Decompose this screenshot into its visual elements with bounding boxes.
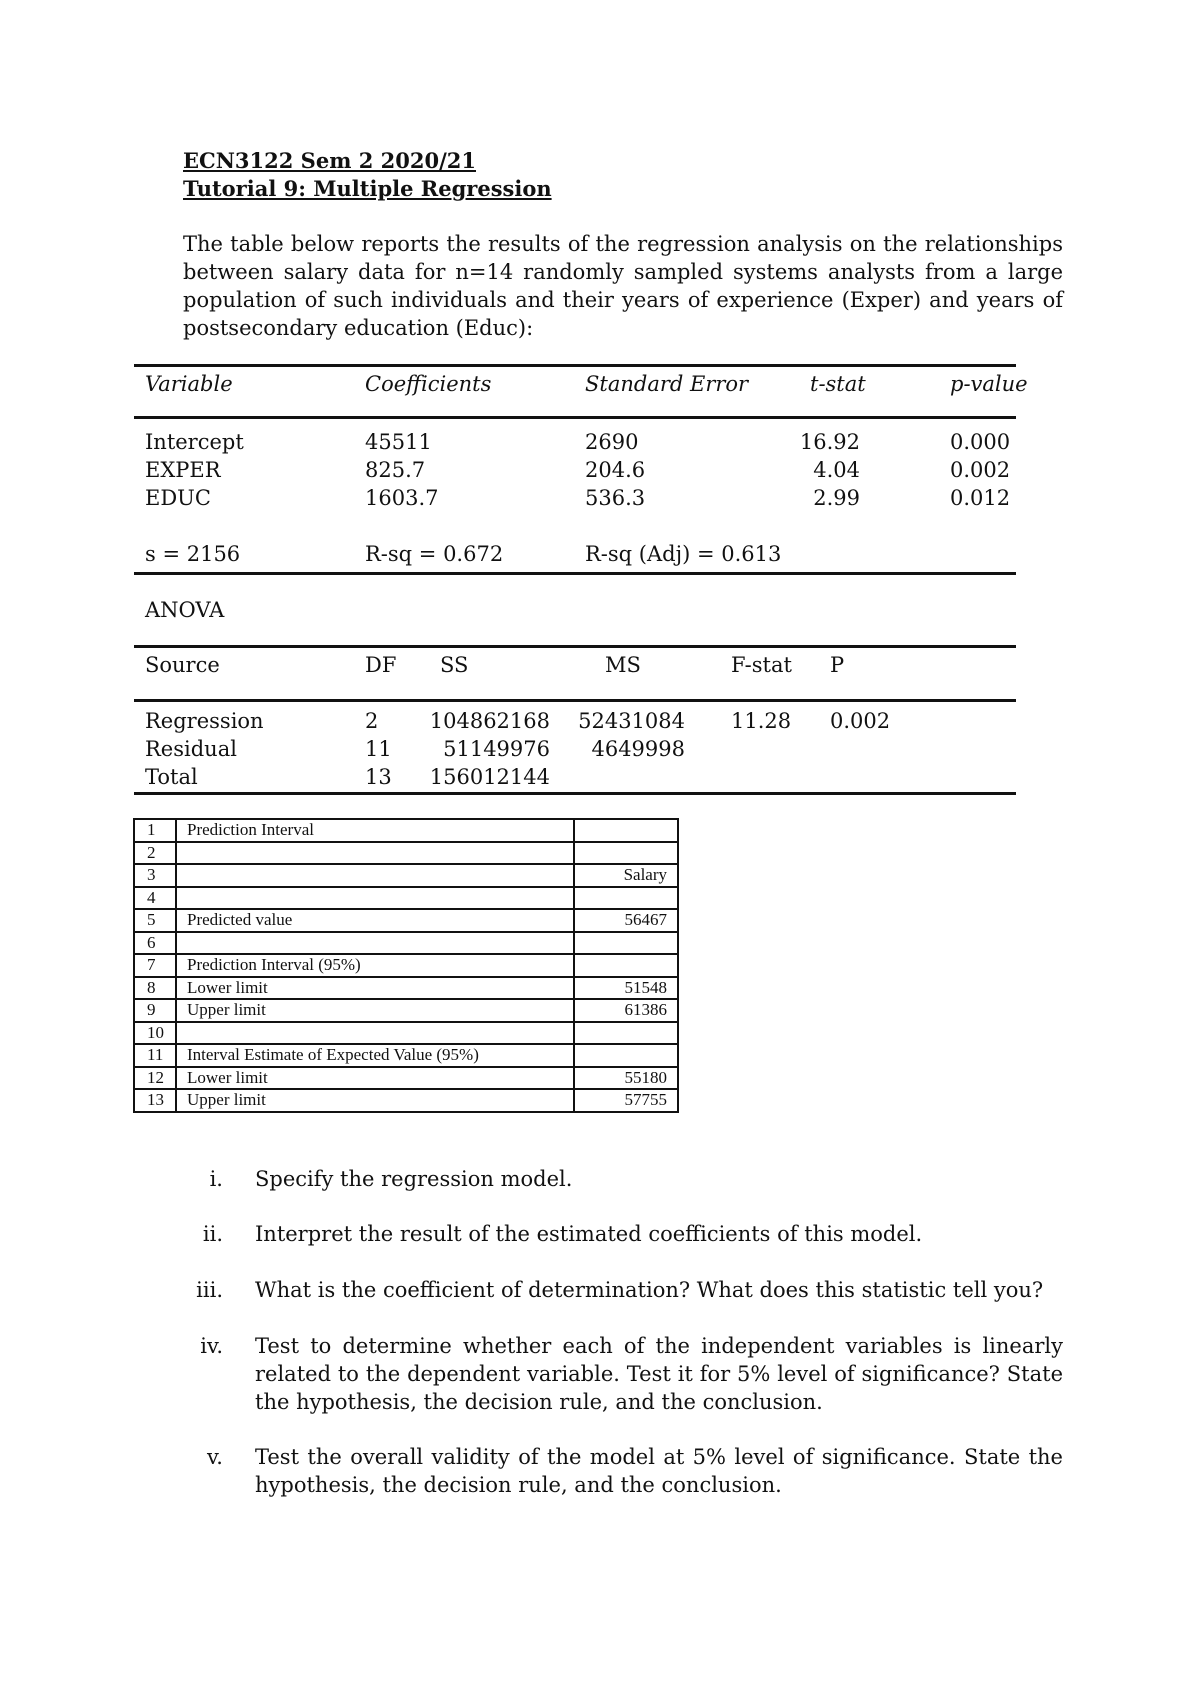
anova-header-f-stat: F-stat bbox=[731, 653, 792, 677]
df-cell: 11 bbox=[365, 737, 392, 761]
anova-header-rule bbox=[134, 699, 1016, 702]
pi-row-number: 10 bbox=[134, 1022, 176, 1045]
pi-row bbox=[134, 864, 678, 887]
pi-row-number: 1 bbox=[134, 819, 176, 842]
pi-row bbox=[134, 932, 678, 955]
pi-row-value bbox=[574, 887, 678, 910]
pi-row-value bbox=[574, 1022, 678, 1045]
coef-cell: 45511 bbox=[365, 430, 432, 454]
pi-row-number: 11 bbox=[134, 1044, 176, 1067]
p-cell: 0.012 bbox=[950, 486, 1011, 510]
col-header-p-value: p-value bbox=[950, 372, 1028, 396]
df-cell: 13 bbox=[365, 765, 392, 789]
pi-row-label: Lower limit bbox=[176, 977, 574, 1000]
pi-row bbox=[134, 999, 678, 1022]
anova-bottom-rule bbox=[134, 792, 1016, 795]
tutorial-title: Tutorial 9: Multiple Regression bbox=[183, 176, 552, 201]
coef-cell: 825.7 bbox=[365, 458, 426, 482]
question-text: Test the overall validity of the model at 5% level of significance. State the hypothesis, the decision rule, and the conclusion. bbox=[255, 1445, 1063, 1497]
pi-row-value bbox=[574, 842, 678, 865]
r-squared-adjusted: R-sq (Adj) = 0.613 bbox=[585, 542, 782, 566]
pi-row-number: 7 bbox=[134, 954, 176, 977]
anova-header-ms: MS bbox=[605, 653, 641, 677]
pi-row bbox=[134, 1044, 678, 1067]
col-header-t-stat: t-stat bbox=[810, 372, 866, 396]
pi-row-number: 4 bbox=[134, 887, 176, 910]
pi-row bbox=[134, 909, 678, 932]
pi-row-value bbox=[574, 819, 678, 842]
pi-row-label bbox=[176, 887, 574, 910]
pi-row bbox=[134, 1089, 678, 1112]
pi-row-value: 56467 bbox=[574, 909, 678, 932]
pi-row-value: 61386 bbox=[574, 999, 678, 1022]
pi-row-label: Predicted value bbox=[176, 909, 574, 932]
question-text: Interpret the result of the estimated coefficients of this model. bbox=[255, 1222, 923, 1246]
pi-row-number: 12 bbox=[134, 1067, 176, 1090]
pi-row-label bbox=[176, 1022, 574, 1045]
col-header-coefficients: Coefficients bbox=[365, 372, 492, 396]
p-cell: 0.000 bbox=[950, 430, 1011, 454]
coef-cell: 1603.7 bbox=[365, 486, 439, 510]
anova-header-df: DF bbox=[365, 653, 397, 677]
prediction-interval-table bbox=[133, 818, 679, 1113]
pi-row-label: Upper limit bbox=[176, 1089, 574, 1112]
question-number: ii. bbox=[202, 1222, 223, 1246]
r-squared: R-sq = 0.672 bbox=[365, 542, 504, 566]
anova-top-rule bbox=[134, 645, 1016, 648]
pi-row bbox=[134, 819, 678, 842]
pi-row-number: 2 bbox=[134, 842, 176, 865]
pi-row-value bbox=[574, 1044, 678, 1067]
pi-row-number: 9 bbox=[134, 999, 176, 1022]
pi-row-label: Prediction Interval (95%) bbox=[176, 954, 574, 977]
pi-row-value: 51548 bbox=[574, 977, 678, 1000]
pi-row-value: Salary bbox=[574, 864, 678, 887]
source-cell: Regression bbox=[145, 709, 264, 733]
pi-row-number: 8 bbox=[134, 977, 176, 1000]
pi-row-value bbox=[574, 954, 678, 977]
question-number: i. bbox=[209, 1167, 223, 1191]
ms-cell: 52431084 bbox=[578, 709, 685, 733]
question-number: v. bbox=[206, 1445, 223, 1469]
t-cell: 16.92 bbox=[799, 430, 860, 454]
pi-row-number: 5 bbox=[134, 909, 176, 932]
pi-row bbox=[134, 1067, 678, 1090]
pi-row-value: 57755 bbox=[574, 1089, 678, 1112]
col-header-variable: Variable bbox=[145, 372, 233, 396]
df-cell: 2 bbox=[365, 709, 379, 733]
pi-row-number: 13 bbox=[134, 1089, 176, 1112]
col-header-standard-error: Standard Error bbox=[585, 372, 749, 396]
pi-row-label: Lower limit bbox=[176, 1067, 574, 1090]
source-cell: Residual bbox=[145, 737, 237, 761]
t-cell: 4.04 bbox=[813, 458, 860, 482]
question-number: iii. bbox=[196, 1278, 223, 1302]
pi-row bbox=[134, 1022, 678, 1045]
anova-header-p: P bbox=[830, 653, 845, 677]
ss-cell: 104862168 bbox=[429, 709, 550, 733]
pi-row bbox=[134, 977, 678, 1000]
pi-row bbox=[134, 954, 678, 977]
variable-cell: EXPER bbox=[145, 458, 221, 482]
pi-row-label bbox=[176, 842, 574, 865]
table-top-rule bbox=[134, 364, 1016, 367]
anova-header-source: Source bbox=[145, 653, 220, 677]
se-cell: 2690 bbox=[585, 430, 639, 454]
question-text: Specify the regression model. bbox=[255, 1167, 573, 1191]
p-cell: 0.002 bbox=[830, 709, 891, 733]
pi-row-number: 3 bbox=[134, 864, 176, 887]
pi-row bbox=[134, 887, 678, 910]
pi-row-number: 6 bbox=[134, 932, 176, 955]
pi-row-label: Prediction Interval bbox=[176, 819, 574, 842]
f-cell: 11.28 bbox=[731, 709, 792, 733]
source-cell: Total bbox=[145, 765, 198, 789]
table-bottom-rule bbox=[134, 572, 1016, 575]
pi-row-label: Interval Estimate of Expected Value (95%) bbox=[176, 1044, 574, 1067]
std-error-estimate: s = 2156 bbox=[145, 542, 241, 566]
ms-cell: 4649998 bbox=[591, 737, 685, 761]
question-text: What is the coefficient of determination? What does this statistic tell you? bbox=[255, 1278, 1044, 1302]
anova-title: ANOVA bbox=[145, 598, 225, 622]
pi-row-label bbox=[176, 864, 574, 887]
variable-cell: EDUC bbox=[145, 486, 211, 510]
variable-cell: Intercept bbox=[145, 430, 244, 454]
course-title: ECN3122 Sem 2 2020/21 bbox=[183, 148, 476, 173]
pi-row-label bbox=[176, 932, 574, 955]
se-cell: 536.3 bbox=[585, 486, 646, 510]
pi-row-value: 55180 bbox=[574, 1067, 678, 1090]
table-header-rule bbox=[134, 416, 1016, 419]
p-cell: 0.002 bbox=[950, 458, 1011, 482]
pi-row bbox=[134, 842, 678, 865]
ss-cell: 51149976 bbox=[443, 737, 550, 761]
pi-row-label: Upper limit bbox=[176, 999, 574, 1022]
pi-row-value bbox=[574, 932, 678, 955]
se-cell: 204.6 bbox=[585, 458, 646, 482]
ss-cell: 156012144 bbox=[429, 765, 550, 789]
t-cell: 2.99 bbox=[813, 486, 860, 510]
question-text: Test to determine whether each of the independent variables is linearly related to the dependent variable. Test it for 5% level of significance? State the hypothesis, the decision rule, and the conclusion. bbox=[255, 1334, 1063, 1414]
intro-paragraph: The table below reports the results of the regression analysis on the relationships between salary data for n=14 randomly sampled systems analysts from a large population of such individuals and their years of experience (Exper) and years of postsecondary education (Educ): bbox=[183, 232, 1063, 340]
anova-header-ss: SS bbox=[440, 653, 469, 677]
question-number: iv. bbox=[200, 1334, 223, 1358]
